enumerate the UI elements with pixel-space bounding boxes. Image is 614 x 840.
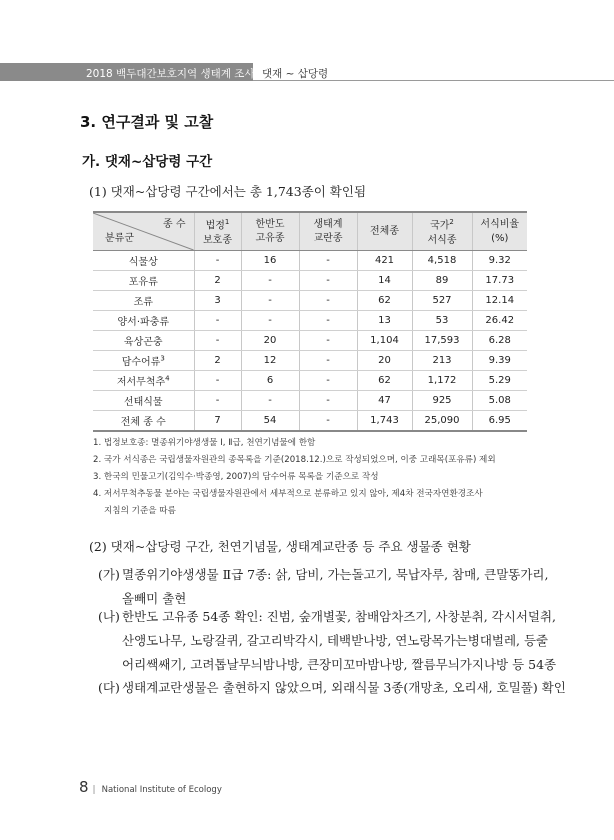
table-cell: - (299, 371, 357, 391)
item-line: 올빼미 출현 (122, 591, 187, 606)
column-header (299, 212, 357, 251)
row-label (93, 311, 194, 331)
table-row (93, 391, 527, 411)
table-cell: - (299, 291, 357, 311)
column-header-sub: 서식종 (427, 234, 457, 246)
table-cell: - (194, 391, 241, 411)
section-heading: 3. 연구결과 및 고찰 (80, 113, 214, 131)
table-row (93, 351, 527, 371)
item-label: (다) (98, 680, 120, 695)
table-row (93, 311, 527, 331)
row-label (93, 371, 194, 391)
table-cell: 20 (357, 351, 412, 371)
table-cell: 17,593 (412, 331, 472, 351)
footer-separator: | (92, 785, 96, 795)
row-label-text: 저서무척추 (116, 377, 166, 388)
table-cell: 925 (412, 391, 472, 411)
row-label-text: 조류 (133, 297, 153, 308)
row-label (93, 251, 194, 271)
corner-bottom-label: 분류군 (105, 233, 134, 244)
column-header-main: 국가 (430, 220, 450, 232)
column-header-main: 생태계 (313, 218, 343, 230)
table-cell: 20 (241, 331, 299, 351)
table-cell: - (299, 351, 357, 371)
item-line: 한반도 고유종 54종 확인: 진범, 숲개별꽃, 참배암차즈기, 사창분취, 각시서덜취, (122, 609, 557, 624)
row-label (93, 271, 194, 291)
column-header-main: 법정 (205, 220, 225, 232)
table-row (93, 251, 527, 271)
item-body (122, 676, 566, 700)
table-cell: 25,090 (412, 411, 472, 432)
footer-org: National Institute of Ecology (101, 785, 222, 795)
running-header (0, 63, 614, 81)
list-item (98, 676, 566, 700)
table-cell: 14 (357, 271, 412, 291)
table-cell: - (194, 371, 241, 391)
species-table (93, 211, 527, 432)
column-header (357, 212, 412, 251)
table-cell: - (299, 331, 357, 351)
table-cell: 2 (194, 351, 241, 371)
note-line: 3. 한국의 민물고기(김익수·박종영, 2007)의 담수어류 목록을 기준으로 작성 (93, 472, 379, 482)
corner-cell (93, 212, 194, 251)
table-cell: - (194, 251, 241, 271)
table-cell: 47 (357, 391, 412, 411)
table-cell: 4,518 (412, 251, 472, 271)
table-cell: - (241, 311, 299, 331)
table-cell: - (241, 391, 299, 411)
table-cell: - (299, 271, 357, 291)
table-cell: 1,743 (357, 411, 412, 432)
table-cell: 5.08 (472, 391, 527, 411)
table-cell: 9.32 (472, 251, 527, 271)
paragraph-2: (2) 댓재~삽당령 구간, 천연기념물, 생태계교란종 등 주요 생물종 현황 (89, 539, 471, 554)
table-cell: 16 (241, 251, 299, 271)
table-cell: 13 (357, 311, 412, 331)
table-cell: 1,104 (357, 331, 412, 351)
list-item (98, 563, 548, 611)
table-cell: 6.95 (472, 411, 527, 432)
table-cell: 17.73 (472, 271, 527, 291)
note-line: 2. 국가 서식종은 국립생물자원관의 종목록을 기준(2018.12.)으로 작성되었으며, 이중 고래목(포유류) 제외 (93, 455, 496, 465)
footnote-marker: 1 (224, 218, 230, 227)
table-cell: 421 (357, 251, 412, 271)
total-label: 전체 종 수 (93, 411, 194, 432)
table-cell: 6 (241, 371, 299, 391)
table-cell: 26.42 (472, 311, 527, 331)
subsection-heading: 가. 댓재~삽당령 구간 (82, 154, 213, 170)
table-cell: 53 (412, 311, 472, 331)
table-cell: 9.39 (472, 351, 527, 371)
table-cell: - (299, 411, 357, 432)
column-header-main: 서식비율 (480, 218, 520, 230)
table-cell: 3 (194, 291, 241, 311)
footnote-marker: 2 (449, 218, 454, 227)
item-line: 생태계교란생물은 출현하지 않았으며, 외래식물 3종(개망초, 오리새, 호밀풀) 확인 (122, 680, 566, 695)
column-header (194, 212, 241, 251)
total-row (93, 411, 527, 432)
table-cell: 527 (412, 291, 472, 311)
item-line: 산앵도나무, 노랑갈퀴, 갈고리박각시, 테백받나방, 연노랑목가는병대벌레, 등줄 (122, 633, 549, 648)
column-header-sub: 고유종 (255, 232, 285, 244)
table-cell: 62 (357, 371, 412, 391)
table-row (93, 271, 527, 291)
row-label-text: 담수어류 (121, 357, 161, 368)
table-cell: - (299, 391, 357, 411)
list-item (98, 605, 556, 677)
item-label: (가) (98, 567, 120, 582)
column-header-main: 전체종 (370, 225, 399, 237)
table-cell: - (299, 311, 357, 331)
header-title: 2018 백두대간보호지역 생태계 조사 (86, 68, 255, 80)
row-label (93, 391, 194, 411)
row-label (93, 331, 194, 351)
note-line: 지침의 기준을 따름 (104, 506, 176, 516)
row-label-text: 양서·파충류 (117, 317, 169, 328)
table-cell: 7 (194, 411, 241, 432)
table-cell: 62 (357, 291, 412, 311)
table-cell: - (194, 331, 241, 351)
table-cell: 12.14 (472, 291, 527, 311)
item-body (122, 605, 556, 677)
column-header-main: 한반도 (255, 218, 285, 230)
column-header (241, 212, 299, 251)
header-rule (253, 80, 614, 81)
row-label (93, 351, 194, 371)
page-number: 8 (79, 778, 89, 796)
table-cell: 54 (241, 411, 299, 432)
table-header-row (93, 212, 527, 251)
table-cell: - (241, 271, 299, 291)
footer (79, 777, 222, 796)
column-header (472, 212, 527, 251)
item-body (122, 563, 548, 611)
item-line: 어리쌕쌔기, 고려톱날무늬밤나방, 큰장미꼬마밤나방, 짤름무늬가지나방 등 54종 (122, 657, 557, 672)
note-line: 1. 법정보호종: 멸종위기야생생물 Ⅰ, Ⅱ급, 천연기념물에 한함 (93, 438, 316, 448)
table-cell: 213 (412, 351, 472, 371)
table-cell: 89 (412, 271, 472, 291)
table-row (93, 331, 527, 351)
row-label-text: 포유류 (128, 277, 158, 288)
table-cell: 2 (194, 271, 241, 291)
table-row (93, 371, 527, 391)
table-cell: - (241, 291, 299, 311)
column-header (412, 212, 472, 251)
table-row (93, 291, 527, 311)
corner-top-label: 종 수 (163, 219, 186, 230)
row-label-text: 식물상 (128, 257, 158, 268)
table-cell: 5.29 (472, 371, 527, 391)
table-cell: 6.28 (472, 331, 527, 351)
item-label: (나) (98, 609, 120, 624)
column-header-sub: (%) (491, 232, 509, 244)
table-cell: - (299, 251, 357, 271)
footnote-marker: 4 (165, 374, 170, 383)
table-notes (93, 435, 496, 520)
footnote-marker: 3 (160, 354, 165, 363)
row-label-text: 선태식물 (123, 397, 163, 408)
row-label-text: 육상곤충 (123, 337, 163, 348)
note-line: 4. 저서무척추동물 분야는 국립생물자원관에서 세부적으로 분류하고 있지 않아, 제4차 전국자연환경조사 (93, 489, 483, 499)
column-header-sub: 교란종 (313, 232, 343, 244)
column-header-sub: 보호종 (203, 234, 232, 246)
header-section: 댓재 ~ 삽당령 (262, 68, 329, 80)
table-cell: 1,172 (412, 371, 472, 391)
item-line: 멸종위기야생생물 Ⅱ급 7종: 삵, 담비, 가는돌고기, 묵납자루, 참매, 큰말똥가리, (122, 567, 549, 582)
paragraph-1: (1) 댓재~삽당령 구간에서는 총 1,743종이 확인됨 (89, 184, 367, 199)
table-cell: 12 (241, 351, 299, 371)
row-label (93, 291, 194, 311)
table-cell: - (194, 311, 241, 331)
